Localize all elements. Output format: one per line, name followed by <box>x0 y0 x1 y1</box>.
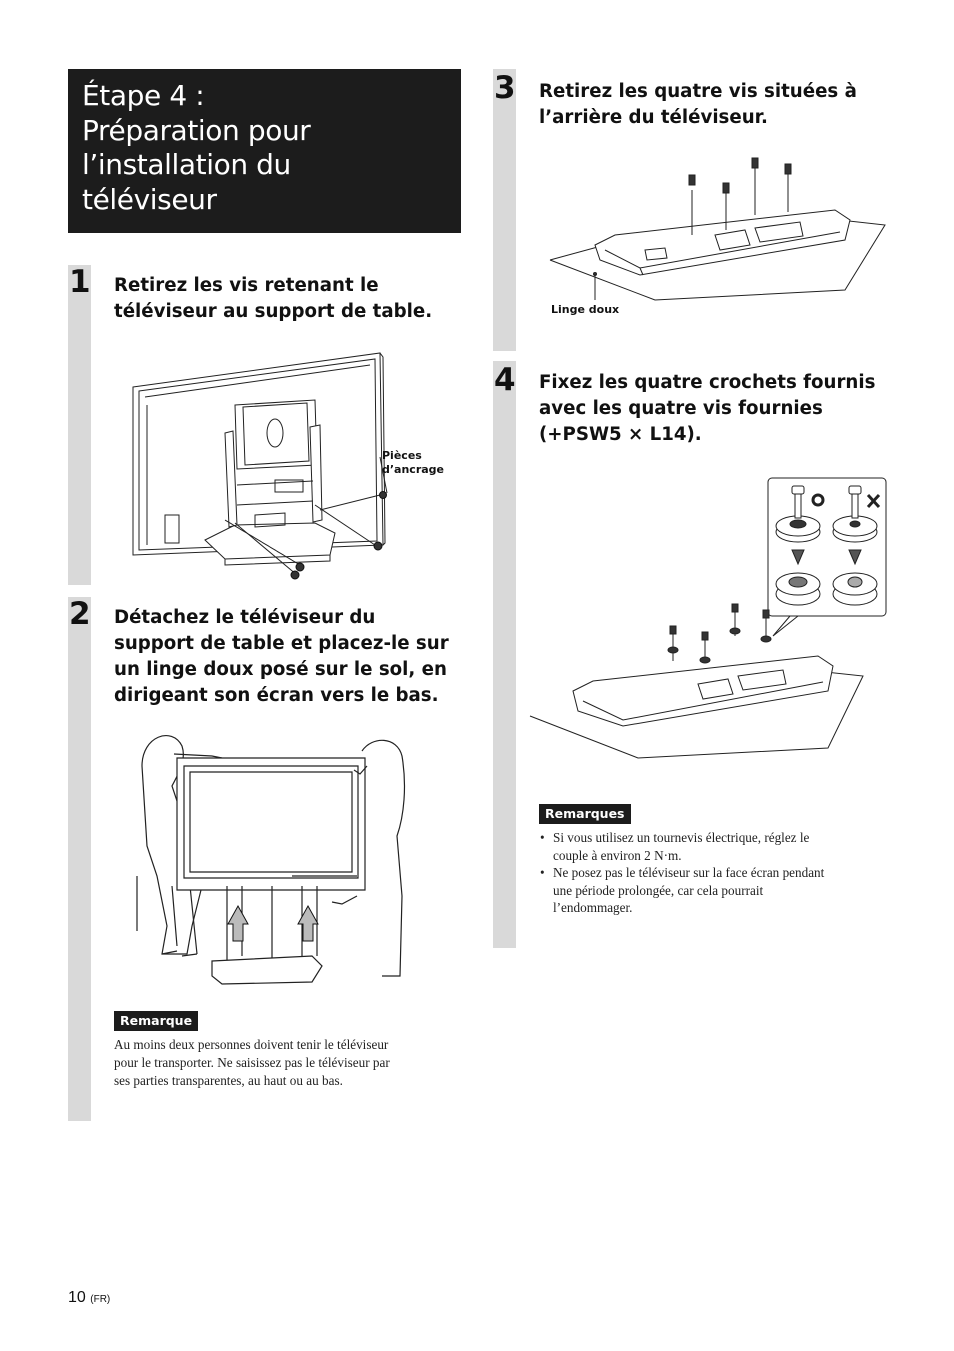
note-text <box>114 1036 390 1090</box>
note-line: couple à environ 2 N·m. <box>553 847 682 863</box>
step-2-number: 2 <box>69 596 91 632</box>
step-2-line: un linge doux posé sur le sol, en <box>114 659 447 680</box>
tv-back-screws-illustration <box>545 150 890 310</box>
two-people-lifting-tv-illustration <box>132 726 412 988</box>
note-line: l’endommager. <box>553 900 633 915</box>
step-2-line: support de table et placez-le sur <box>114 633 449 654</box>
step-1-bar <box>68 265 91 585</box>
note-line: pour le transporter. Ne saisissez pas le téléviseur par <box>114 1055 390 1070</box>
step-1-number: 1 <box>69 264 91 300</box>
title-line-1: Étape 4 : <box>82 79 205 112</box>
title-line-4: téléviseur <box>82 182 217 216</box>
notes-label: Remarques <box>539 804 631 824</box>
note-line: ses parties transparentes, au haut ou au bas. <box>114 1073 343 1088</box>
step-2-text <box>114 605 449 709</box>
step-1-line: téléviseur au support de table. <box>114 301 433 322</box>
step-2-line: Détachez le téléviseur du <box>114 607 376 628</box>
step-3-text <box>539 79 857 131</box>
step-4-line: (+PSW5 × L14). <box>539 424 702 445</box>
callout-line: d’ancrage <box>382 463 445 476</box>
note-line: • Si vous utilisez un tournevis électrique, réglez le <box>553 830 810 845</box>
step-2-bar <box>68 597 91 1121</box>
step-3-line: Retirez les quatre vis situées à <box>539 81 857 102</box>
list-item <box>539 864 824 917</box>
soft-cloth-callout: Linge doux <box>551 303 620 316</box>
notes-list <box>539 829 824 917</box>
note-line: une période prolongée, car cela pourrait <box>553 882 764 898</box>
page-title <box>68 69 461 233</box>
step-1-text <box>114 273 432 325</box>
anchor-parts-callout <box>382 449 444 477</box>
step-4-text <box>539 370 875 448</box>
step-4-bar <box>493 361 516 948</box>
brackets-installation-illustration <box>528 476 890 762</box>
page-number-value: 10 <box>68 1289 86 1306</box>
step-4-line: Fixez les quatre crochets fournis <box>539 372 876 393</box>
step-3-bar <box>493 69 516 351</box>
step-2-line: dirigeant son écran vers le bas. <box>114 685 439 706</box>
note-line: Au moins deux personnes doivent tenir le téléviseur <box>114 1037 389 1052</box>
tv-stand-screws-illustration <box>125 345 390 585</box>
title-line-3: l’installation du <box>82 148 291 181</box>
note-label: Remarque <box>114 1011 198 1031</box>
callout-line: Pièces <box>382 449 422 462</box>
step-4-number: 4 <box>494 362 516 398</box>
list-item <box>539 829 824 864</box>
step-3-number: 3 <box>494 70 516 106</box>
title-line-2: Préparation pour <box>82 113 311 147</box>
note-line: • Ne posez pas le téléviseur sur la face écran pendant <box>553 865 825 880</box>
page-number <box>68 1289 110 1307</box>
step-3-line: l’arrière du téléviseur. <box>539 107 768 128</box>
step-4-line: avec les quatre vis fournies <box>539 398 823 419</box>
page-lang: (FR) <box>90 1294 111 1305</box>
step-1-line: Retirez les vis retenant le <box>114 275 379 296</box>
